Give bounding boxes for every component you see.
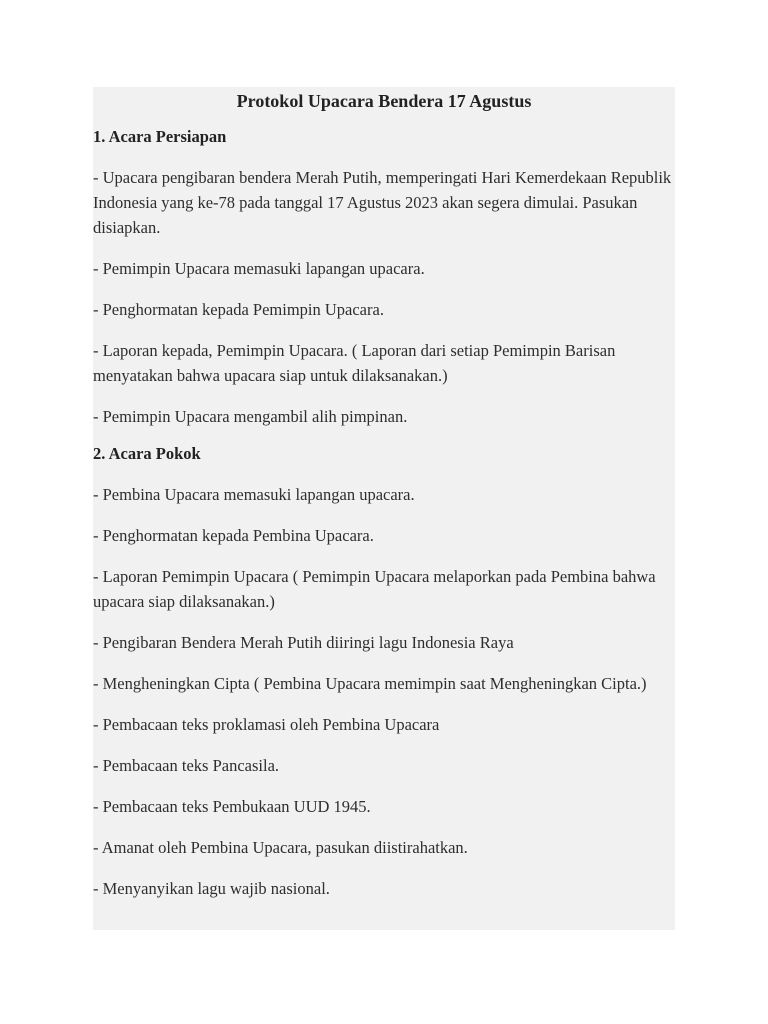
list-item: - Pemimpin Upacara mengambil alih pimpinan. [93, 407, 408, 426]
list-item: - Penghormatan kepada Pemimpin Upacara. [93, 300, 384, 319]
list-item: - Upacara pengibaran bendera Merah Putih, memperingati Hari Kemerdekaan Republik Indonesia yang ke-78 pada tanggal 17 Agustus 2023 akan segera dimulai. Pasukan disiapkan. [93, 168, 672, 237]
section-heading-pokok: 2. Acara Pokok [93, 444, 201, 463]
list-item: - Laporan Pemimpin Upacara ( Pemimpin Upacara melaporkan pada Pembina bahwa upacara siap dilaksanakan.) [93, 567, 656, 611]
list-item: - Pengibaran Bendera Merah Putih diiringi lagu Indonesia Raya [93, 633, 514, 652]
section-heading-persiapan: 1. Acara Persiapan [93, 127, 227, 146]
list-item: - Penghormatan kepada Pembina Upacara. [93, 526, 374, 545]
list-item: - Pembacaan teks Pembukaan UUD 1945. [93, 797, 371, 816]
document-body [93, 87, 675, 930]
list-item: - Pemimpin Upacara memasuki lapangan upacara. [93, 259, 425, 278]
list-item: - Pembacaan teks proklamasi oleh Pembina Upacara [93, 715, 440, 734]
list-item: - Laporan kepada, Pemimpin Upacara. ( Laporan dari setiap Pemimpin Barisan menyatakan bahwa upacara siap untuk dilaksanakan.) [93, 341, 616, 385]
list-item: - Mengheningkan Cipta ( Pembina Upacara memimpin saat Mengheningkan Cipta.) [93, 674, 647, 693]
list-item: - Menyanyikan lagu wajib nasional. [93, 879, 330, 898]
list-item: - Pembina Upacara memasuki lapangan upacara. [93, 485, 415, 504]
section-list-pokok [93, 482, 675, 901]
list-item: - Pembacaan teks Pancasila. [93, 756, 280, 775]
list-item: - Amanat oleh Pembina Upacara, pasukan diistirahatkan. [93, 838, 468, 857]
section-list-persiapan [93, 165, 675, 429]
document-title: Protokol Upacara Bendera 17 Agustus [236, 91, 532, 111]
